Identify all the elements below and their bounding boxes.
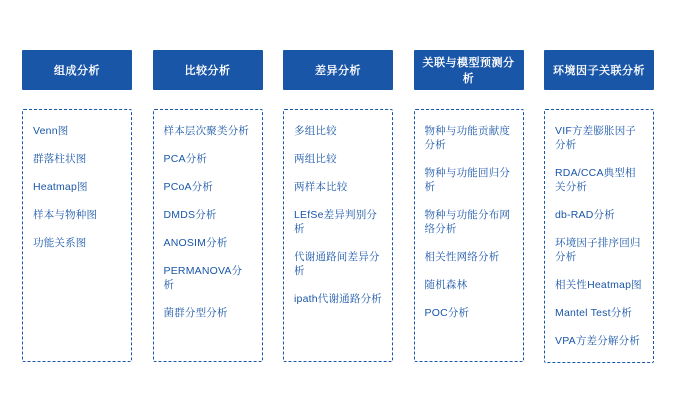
list-item: 物种与功能贡献度分析 <box>424 125 511 151</box>
column-body-association-model <box>414 109 524 362</box>
list-item: 物种与功能回归分析 <box>424 167 511 193</box>
column-body-environmental-factor <box>544 109 654 363</box>
list-item: 功能关系图 <box>33 237 87 249</box>
list-item: 群落柱状图 <box>33 153 87 165</box>
list-item: VPA方差分解分析 <box>555 335 641 347</box>
list-item: POC分析 <box>424 307 470 319</box>
list-item: db-RAD分析 <box>555 209 615 221</box>
analysis-column-difference <box>283 50 393 362</box>
column-header-composition: 组成分析 <box>22 50 132 90</box>
analysis-column-composition <box>22 50 132 362</box>
list-item: VIF方差膨胀因子分析 <box>555 125 637 151</box>
column-header-environmental-factor: 环境因子关联分析 <box>544 50 654 90</box>
list-item: 两样本比较 <box>294 181 348 193</box>
list-item: 多组比较 <box>294 125 337 137</box>
column-body-composition <box>22 109 132 362</box>
list-item: ipath代谢通路分析 <box>294 293 382 305</box>
column-header-difference: 差异分析 <box>283 50 393 90</box>
list-item: Heatmap图 <box>33 181 88 193</box>
list-item: 相关性Heatmap图 <box>555 279 642 291</box>
list-item: 菌群分型分析 <box>163 307 228 319</box>
columns-container <box>22 50 654 363</box>
list-item: 代谢通路间差异分析 <box>294 251 380 277</box>
list-item: 物种与功能分布网络分析 <box>424 209 511 235</box>
list-item: 环境因子排序回归分析 <box>555 237 641 263</box>
list-item: 随机森林 <box>424 279 468 291</box>
column-header-association-model: 关联与模型预测分析 <box>414 50 524 90</box>
column-body-comparison <box>153 109 263 362</box>
list-item: PERMANOVA分析 <box>163 265 243 291</box>
list-item: Venn图 <box>33 125 69 137</box>
column-header-comparison: 比较分析 <box>153 50 263 90</box>
list-item: PCA分析 <box>163 153 208 165</box>
list-item: 样本层次聚类分析 <box>163 125 250 137</box>
list-item: 样本与物种图 <box>33 209 98 221</box>
list-item: RDA/CCA典型相关分析 <box>555 167 636 193</box>
list-item: Mantel Test分析 <box>555 307 633 319</box>
list-item: 相关性网络分析 <box>424 251 500 263</box>
analysis-column-environmental-factor <box>544 50 654 363</box>
list-item: DMDS分析 <box>163 209 217 221</box>
analysis-column-association-model <box>414 50 524 362</box>
analysis-column-comparison <box>153 50 263 362</box>
list-item: ANOSIM分析 <box>163 237 228 249</box>
column-body-difference <box>283 109 393 362</box>
list-item: 两组比较 <box>294 153 337 165</box>
list-item: PCoA分析 <box>163 181 214 193</box>
list-item: LEfSe差异判别分析 <box>294 209 378 235</box>
